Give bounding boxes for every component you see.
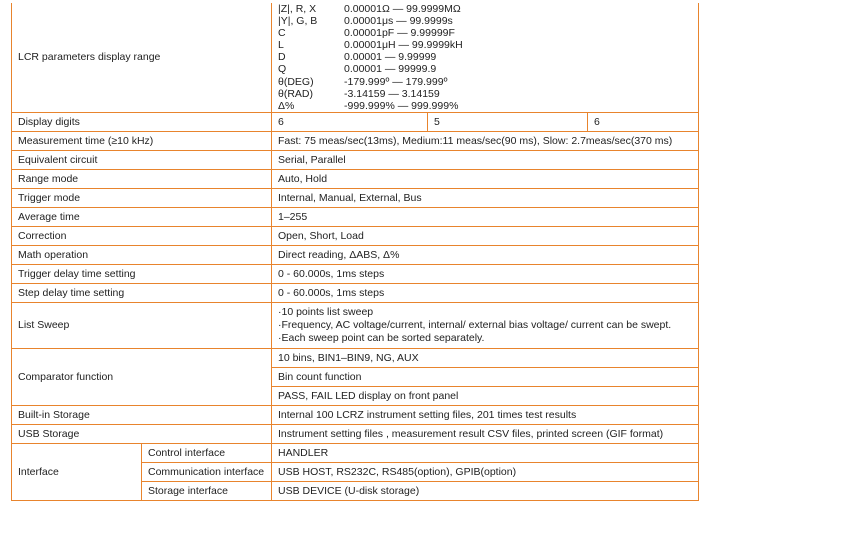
label-range-mode: Range mode (12, 169, 272, 188)
value-math-operation: Direct reading, ΔABS, Δ% (272, 245, 699, 264)
value-builtin-storage: Internal 100 LCRZ instrument setting files, 201 times test results (272, 405, 699, 424)
value-usb-storage: Instrument setting files , measurement result CSV files, printed screen (GIF format) (272, 424, 699, 443)
row-measurement-time (12, 131, 699, 150)
value-trigger-mode: Internal, Manual, External, Bus (272, 188, 699, 207)
value-display-digits-1: 6 (272, 112, 428, 131)
interface-name: Control interface (142, 443, 272, 462)
range-value: 0.00001Ω — 99.9999MΩ (344, 3, 461, 15)
spec-table (11, 3, 699, 501)
row-average-time (12, 207, 699, 226)
value-equivalent-circuit: Serial, Parallel (272, 150, 699, 169)
range-value: 0.00001pF — 9.99999F (344, 27, 455, 40)
label-display-digits: Display digits (12, 112, 272, 131)
range-line (278, 39, 698, 51)
label-trigger-mode: Trigger mode (12, 188, 272, 207)
list-sweep-line: ·Frequency, AC voltage/current, internal/ external bias voltage/ current can be swept. (278, 318, 672, 331)
row-comparator (12, 348, 699, 367)
range-value: 0.00001μs — 99.9999s (344, 15, 453, 28)
row-range-mode (12, 169, 699, 188)
row-trigger-mode (12, 188, 699, 207)
range-line (278, 3, 698, 15)
range-value: 0.00001 — 99999.9 (344, 63, 437, 76)
range-param: |Z|, R, X (278, 3, 317, 15)
label-correction: Correction (12, 226, 272, 245)
range-value: 0.00001μH — 99.9999kH (344, 39, 463, 52)
value-lcr-range (272, 3, 699, 112)
value-display-digits-2: 5 (428, 112, 588, 131)
row-interface (12, 443, 699, 462)
interface-name: Storage interface (142, 481, 272, 500)
label-lcr-range: LCR parameters display range (12, 3, 272, 112)
row-lcr-range (12, 3, 699, 112)
row-correction (12, 226, 699, 245)
range-line (278, 51, 698, 63)
value-measurement-time: Fast: 75 meas/sec(13ms), Medium:11 meas/sec(90 ms), Slow: 2.7meas/sec(370 ms) (272, 131, 699, 150)
label-comparator: Comparator function (12, 348, 272, 405)
value-average-time: 1–255 (272, 207, 699, 226)
row-builtin-storage (12, 405, 699, 424)
range-value: -999.999% — 999.999% (344, 99, 459, 112)
value-step-delay: 0 - 60.000s, 1ms steps (272, 283, 699, 302)
row-step-delay (12, 283, 699, 302)
row-equivalent-circuit (12, 150, 699, 169)
list-sweep-line: ·10 points list sweep (278, 305, 374, 318)
value-range-mode: Auto, Hold (272, 169, 699, 188)
row-trigger-delay (12, 264, 699, 283)
row-list-sweep (12, 302, 699, 348)
range-line (278, 88, 698, 100)
range-param: D (278, 51, 286, 64)
row-usb-storage (12, 424, 699, 443)
label-math-operation: Math operation (12, 245, 272, 264)
interface-value: USB DEVICE (U-disk storage) (272, 481, 699, 500)
value-comparator-bin-count: Bin count function (272, 367, 699, 386)
label-trigger-delay: Trigger delay time setting (12, 264, 272, 283)
range-param: L (278, 39, 284, 52)
range-line (278, 100, 698, 112)
range-param: θ(DEG) (278, 75, 314, 88)
list-sweep-line: ·Each sweep point can be sorted separately. (278, 331, 485, 344)
interface-value: HANDLER (272, 443, 699, 462)
value-comparator-led: PASS, FAIL LED display on front panel (272, 386, 699, 405)
interface-name: Communication interface (142, 462, 272, 481)
range-param: C (278, 27, 286, 40)
label-measurement-time: Measurement time (≥10 kHz) (12, 131, 272, 150)
label-usb-storage: USB Storage (12, 424, 272, 443)
range-line (278, 63, 698, 75)
label-builtin-storage: Built-in Storage (12, 405, 272, 424)
label-list-sweep: List Sweep (12, 302, 272, 348)
value-comparator-bins: 10 bins, BIN1–BIN9, NG, AUX (272, 348, 699, 367)
label-average-time: Average time (12, 207, 272, 226)
range-param: |Y|, G, B (278, 15, 318, 28)
range-line (278, 76, 698, 88)
range-param: θ(RAD) (278, 87, 314, 100)
range-line (278, 15, 698, 27)
label-interface: Interface (12, 443, 142, 500)
value-correction: Open, Short, Load (272, 226, 699, 245)
value-display-digits-3: 6 (588, 112, 699, 131)
value-list-sweep (272, 302, 699, 348)
row-display-digits (12, 112, 699, 131)
row-math-operation (12, 245, 699, 264)
range-value: -179.999º — 179.999º (344, 75, 448, 88)
label-equivalent-circuit: Equivalent circuit (12, 150, 272, 169)
range-line (278, 27, 698, 39)
label-step-delay: Step delay time setting (12, 283, 272, 302)
value-trigger-delay: 0 - 60.000s, 1ms steps (272, 264, 699, 283)
range-value: -3.14159 — 3.14159 (344, 87, 440, 100)
range-value: 0.00001 — 9.99999 (344, 51, 437, 64)
range-param: Q (278, 63, 287, 76)
interface-value: USB HOST, RS232C, RS485(option), GPIB(option) (272, 462, 699, 481)
range-param: Δ% (278, 99, 295, 112)
